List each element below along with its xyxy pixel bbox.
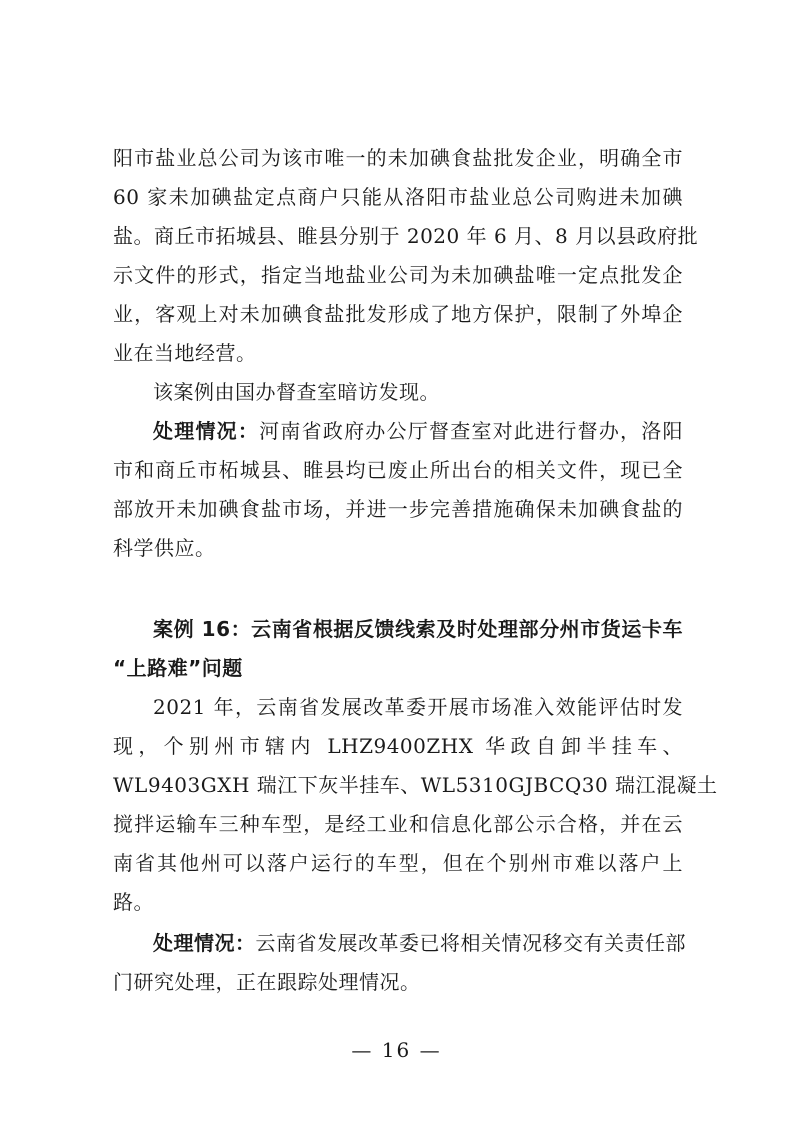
body-line: 搅拌运输车三种车型，是经工业和信息化部公示合格，并在云 — [113, 812, 683, 836]
body-line: 市和商丘市柘城县、睢县均已废止所出台的相关文件，现已全 — [113, 458, 683, 482]
body-line: 部放开未加碘食盐市场，并进一步完善措施确保未加碘食盐的 — [113, 497, 683, 521]
body-line: 示文件的形式，指定当地盐业公司为未加碘盐唯一定点批发企 — [113, 263, 683, 287]
body-line: 现，个别州市辖内 LHZ9400ZHX 华政自卸半挂车、 — [113, 734, 683, 758]
body-line: 路。 — [113, 890, 154, 914]
handling-text: 河南省政府办公厅督查室对此进行督办，洛阳 — [259, 419, 684, 443]
handling-label: 处理情况： — [153, 419, 260, 443]
body-line: 阳市盐业总公司为该市唯一的未加碘食盐批发企业，明确全市 — [113, 146, 683, 170]
body-line: 60 家未加碘盐定点商户只能从洛阳市盐业总公司购进未加碘 — [113, 185, 683, 209]
body-line: 门研究处理，正在跟踪处理情况。 — [113, 970, 421, 994]
case-title-line: “上路难”问题 — [113, 656, 243, 680]
body-line: 南省其他州可以落户运行的车型，但在个别州市难以落户上 — [113, 851, 683, 875]
body-line: 科学供应。 — [113, 536, 216, 560]
page-number: — 16 — — [351, 1038, 442, 1062]
case-title-line: 案例 16：云南省根据反馈线索及时处理部分州市货运卡车 — [153, 617, 683, 641]
handling-first-line — [153, 930, 686, 956]
handling-label: 处理情况： — [153, 931, 256, 955]
body-line: 2021 年，云南省发展改革委开展市场准入效能评估时发 — [153, 695, 683, 719]
body-line: 业，客观上对未加碘食盐批发形成了地方保护，限制了外埠企 — [113, 302, 683, 326]
body-line: WL9403GXH 瑞江下灰半挂车、WL5310GJBCQ30 瑞江混凝土 — [113, 773, 718, 797]
handling-first-line — [153, 418, 683, 444]
body-line: 业在当地经营。 — [113, 341, 257, 365]
body-line: 盐。商丘市拓城县、睢县分别于 2020 年 6 月、8 月以县政府批 — [113, 224, 699, 248]
handling-text: 云南省发展改革委已将相关情况移交有关责任部 — [255, 931, 686, 955]
source-note: 该案例由国办督查室暗访发现。 — [153, 380, 440, 404]
